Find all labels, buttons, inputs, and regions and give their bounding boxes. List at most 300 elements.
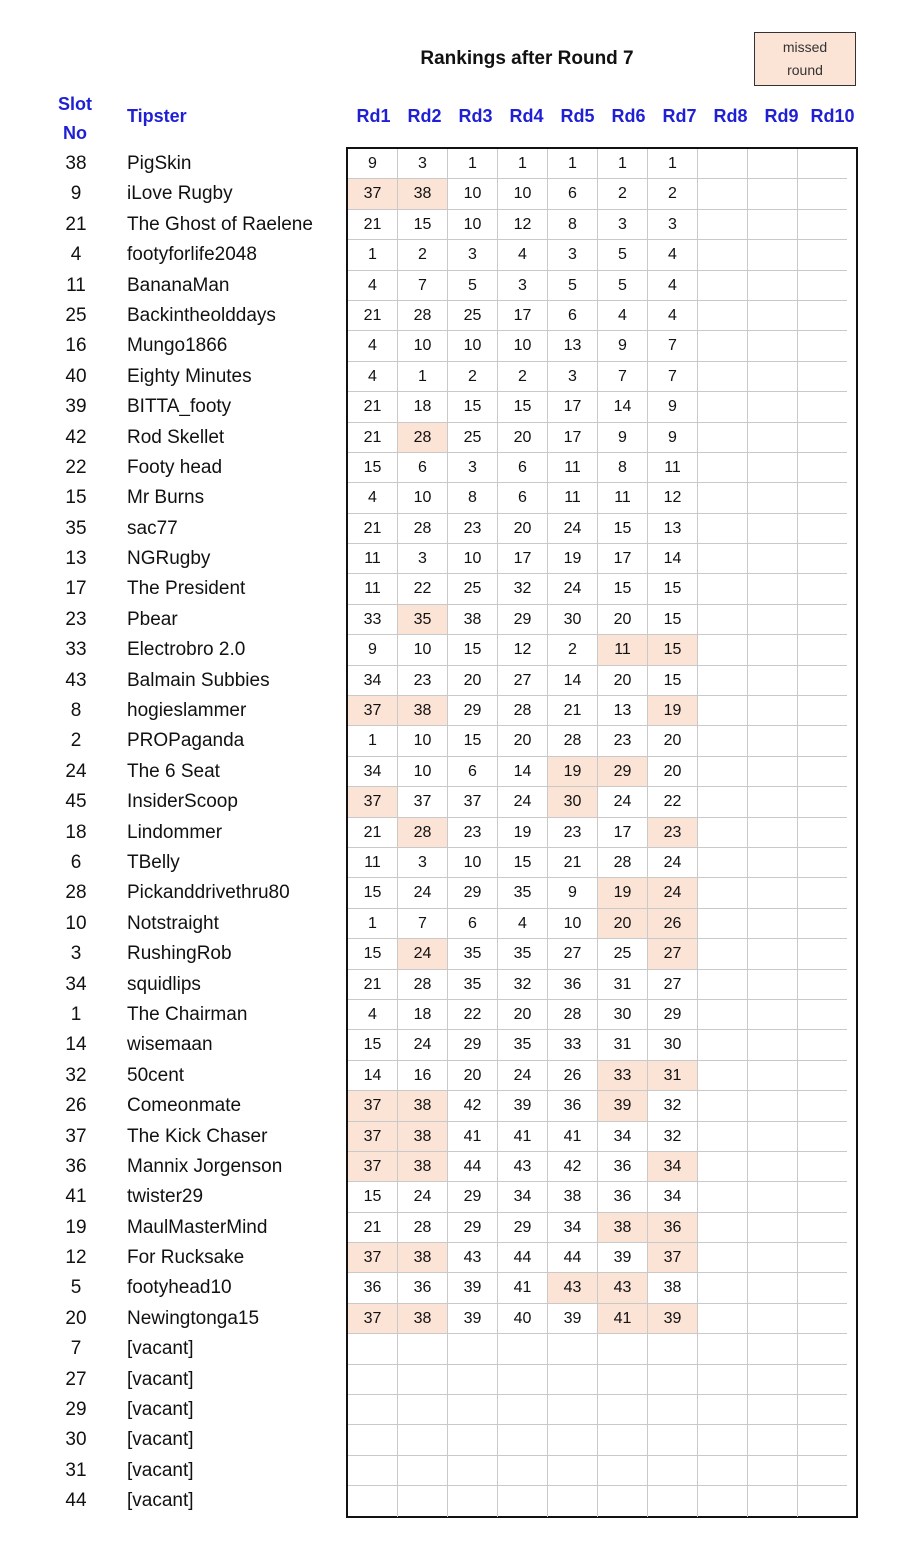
table-row	[0, 331, 899, 361]
rank-cell	[448, 1425, 498, 1455]
slot-number: 5	[70, 1277, 82, 1299]
rank-cell: 4	[348, 362, 398, 392]
rank-cell	[698, 1273, 748, 1303]
rank-cell: 4	[498, 240, 548, 270]
round-header-7: Rd7	[662, 106, 697, 126]
tipster-name: BITTA_footy	[127, 396, 232, 418]
rank-cell	[698, 939, 748, 969]
rank-cell: 8	[548, 210, 598, 240]
rank-cell	[748, 696, 798, 726]
rank-cells	[348, 818, 847, 848]
rank-cell: 27	[648, 939, 698, 969]
rank-cell: 33	[598, 1061, 648, 1091]
rank-cell: 4	[598, 301, 648, 331]
tipster-name: Pickanddrivethru80	[127, 882, 290, 904]
rank-cell: 30	[548, 605, 598, 635]
rank-cell	[748, 1182, 798, 1212]
table-row	[0, 574, 899, 604]
table-row	[0, 301, 899, 331]
rank-cell: 29	[498, 605, 548, 635]
table-row	[0, 635, 899, 665]
rank-cell: 29	[448, 878, 498, 908]
rank-cell: 7	[398, 271, 448, 301]
rank-cell	[598, 1334, 648, 1364]
slot-number: 40	[65, 365, 87, 387]
rank-cell: 39	[598, 1243, 648, 1273]
rank-cell: 36	[548, 1091, 598, 1121]
table-row	[0, 271, 899, 301]
table-row	[0, 179, 899, 209]
rank-cell: 17	[498, 301, 548, 331]
slot-number: 21	[65, 213, 87, 235]
rank-cell: 28	[398, 1213, 448, 1243]
rank-cell: 36	[548, 970, 598, 1000]
rank-cell	[748, 240, 798, 270]
slot-number: 37	[65, 1125, 87, 1147]
rank-cell	[748, 909, 798, 939]
rank-cell	[798, 666, 847, 696]
rank-cells	[348, 210, 847, 240]
rank-cell: 15	[498, 848, 548, 878]
slot-number: 3	[70, 943, 82, 965]
rank-cells	[348, 1122, 847, 1152]
rank-cell: 35	[498, 878, 548, 908]
rank-cell: 14	[498, 757, 548, 787]
rank-cells	[348, 1091, 847, 1121]
rank-cell	[798, 757, 847, 787]
rank-cell	[798, 605, 847, 635]
rank-cell: 5	[548, 271, 598, 301]
rank-cell: 11	[598, 635, 648, 665]
rank-cell	[398, 1395, 448, 1425]
rank-cell: 34	[348, 757, 398, 787]
rank-cell	[798, 1030, 847, 1060]
rank-cell	[798, 179, 847, 209]
rank-cell: 38	[648, 1273, 698, 1303]
rank-cell: 19	[498, 818, 548, 848]
rank-cell	[748, 423, 798, 453]
rank-cell: 2	[498, 362, 548, 392]
rank-cell: 3	[598, 210, 648, 240]
rank-cell: 13	[598, 696, 648, 726]
rank-cell: 24	[648, 848, 698, 878]
round-header-9: Rd9	[764, 106, 799, 126]
rank-cell: 2	[398, 240, 448, 270]
rank-cell: 34	[498, 1182, 548, 1212]
legend-line1: missed	[782, 39, 828, 55]
rank-cell: 24	[398, 939, 448, 969]
rank-cell: 24	[648, 878, 698, 908]
rank-cell	[798, 1061, 847, 1091]
slot-number: 17	[65, 578, 87, 600]
slot-number: 26	[65, 1095, 87, 1117]
rank-cell: 32	[498, 574, 548, 604]
rank-cell: 29	[598, 757, 648, 787]
rank-cell: 5	[598, 240, 648, 270]
rank-cell: 32	[648, 1122, 698, 1152]
rank-cell	[698, 1334, 748, 1364]
rank-cell: 33	[548, 1030, 598, 1060]
rank-cell	[748, 1000, 798, 1030]
table-row	[0, 878, 899, 908]
rank-cell	[548, 1456, 598, 1486]
rank-cell	[748, 514, 798, 544]
rank-cell: 29	[498, 1213, 548, 1243]
rank-cell: 31	[598, 970, 648, 1000]
tipster-name: Mr Burns	[127, 487, 205, 509]
rank-cell	[698, 362, 748, 392]
rank-cell: 10	[398, 757, 448, 787]
rank-cell: 25	[598, 939, 648, 969]
slot-header-line1: Slot	[58, 94, 92, 114]
rank-cell	[748, 1091, 798, 1121]
rank-cell	[698, 392, 748, 422]
rank-cell	[748, 1304, 798, 1334]
rank-cell	[648, 1395, 698, 1425]
rank-cell: 11	[648, 453, 698, 483]
rank-cells	[348, 149, 847, 179]
rank-cell: 28	[598, 848, 648, 878]
rank-cell	[698, 1152, 748, 1182]
round-header-4: Rd4	[509, 106, 544, 126]
rank-cells	[348, 240, 847, 270]
rank-cell: 6	[498, 483, 548, 513]
rank-cell: 22	[648, 787, 698, 817]
tipster-name: Pbear	[127, 608, 178, 630]
rank-cell: 33	[348, 605, 398, 635]
rank-cell	[798, 544, 847, 574]
rank-cell: 14	[348, 1061, 398, 1091]
rank-cell: 21	[348, 301, 398, 331]
table-row	[0, 514, 899, 544]
rank-cell: 21	[348, 392, 398, 422]
rank-cell: 20	[448, 1061, 498, 1091]
rank-cell: 10	[448, 210, 498, 240]
rank-cell: 37	[348, 696, 398, 726]
tipster-name: Lindommer	[127, 821, 223, 843]
rank-cells	[348, 1243, 847, 1273]
rank-cell: 3	[398, 149, 448, 179]
rank-cell: 17	[548, 423, 598, 453]
table-row	[0, 939, 899, 969]
tipster-name: squidlips	[127, 973, 201, 995]
rank-cell: 36	[598, 1152, 648, 1182]
rank-cell: 9	[598, 331, 648, 361]
rank-cell: 4	[648, 301, 698, 331]
rank-cell: 28	[548, 726, 598, 756]
rank-cell: 7	[648, 331, 698, 361]
rank-cells	[348, 1486, 847, 1516]
rank-cell: 37	[348, 1091, 398, 1121]
tipster-name: Eighty Minutes	[127, 365, 252, 387]
rank-cell: 6	[548, 301, 598, 331]
rank-cell	[698, 301, 748, 331]
tipster-name: InsiderScoop	[127, 791, 238, 813]
rank-cell: 13	[548, 331, 598, 361]
tipster-name: wisemaan	[127, 1034, 213, 1056]
tipster-name: [vacant]	[127, 1399, 194, 1421]
rank-cell	[698, 179, 748, 209]
tipster-name: footyhead10	[127, 1277, 232, 1299]
slot-number: 41	[65, 1186, 87, 1208]
table-row	[0, 1425, 899, 1455]
rank-cell: 15	[348, 1030, 398, 1060]
missed-round-legend	[754, 32, 856, 86]
rank-cell: 12	[498, 210, 548, 240]
rank-cell: 37	[348, 787, 398, 817]
rank-cell: 10	[448, 179, 498, 209]
rank-cell: 38	[598, 1213, 648, 1243]
rank-cell: 3	[498, 271, 548, 301]
rank-cell: 28	[398, 818, 448, 848]
rank-cell: 15	[448, 635, 498, 665]
rank-cell	[598, 1456, 648, 1486]
rank-cell	[698, 787, 748, 817]
rank-cell: 15	[348, 1182, 398, 1212]
rank-cells	[348, 666, 847, 696]
rank-cell	[648, 1456, 698, 1486]
rank-cell: 3	[648, 210, 698, 240]
rank-cell: 19	[648, 696, 698, 726]
rank-cell	[748, 331, 798, 361]
slot-number: 20	[65, 1307, 87, 1329]
rank-cell	[798, 149, 847, 179]
rank-cell: 39	[498, 1091, 548, 1121]
rank-cells	[348, 1000, 847, 1030]
slot-number: 45	[65, 791, 87, 813]
rank-cell	[498, 1365, 548, 1395]
rank-cell	[498, 1395, 548, 1425]
rank-cell: 25	[448, 423, 498, 453]
rank-cell: 10	[398, 726, 448, 756]
rank-cell	[748, 605, 798, 635]
rank-cell: 24	[548, 574, 598, 604]
rank-cell: 19	[548, 757, 598, 787]
rank-cell: 43	[548, 1273, 598, 1303]
rank-cell	[698, 1243, 748, 1273]
rank-cell: 44	[448, 1152, 498, 1182]
rank-cell: 7	[648, 362, 698, 392]
rank-cell	[748, 666, 798, 696]
rank-cell	[748, 757, 798, 787]
rank-cell	[798, 1425, 847, 1455]
rank-cell: 40	[498, 1304, 548, 1334]
rank-cell: 15	[648, 666, 698, 696]
rank-cell: 20	[598, 909, 648, 939]
slot-number: 22	[65, 456, 87, 478]
rank-cell	[798, 726, 847, 756]
rank-cell	[698, 605, 748, 635]
rank-cells	[348, 179, 847, 209]
tipster-name: NGRugby	[127, 548, 211, 570]
rank-cell: 35	[498, 1030, 548, 1060]
rank-cell	[698, 240, 748, 270]
slot-number: 33	[65, 639, 87, 661]
tipster-name: [vacant]	[127, 1459, 194, 1481]
rank-cell: 21	[348, 1213, 398, 1243]
rank-cell	[798, 1273, 847, 1303]
rank-cells	[348, 271, 847, 301]
slot-number: 7	[70, 1338, 82, 1360]
rank-cell: 11	[598, 483, 648, 513]
rank-cell	[748, 1273, 798, 1303]
slot-number: 16	[65, 335, 87, 357]
rank-cell	[398, 1365, 448, 1395]
rank-cell: 20	[498, 423, 548, 453]
rank-cells	[348, 453, 847, 483]
rank-cell	[698, 1000, 748, 1030]
rank-cell: 1	[648, 149, 698, 179]
tipster-name: Footy head	[127, 456, 223, 478]
rank-cell: 1	[498, 149, 548, 179]
slot-number: 24	[65, 760, 87, 782]
slot-number: 30	[65, 1429, 87, 1451]
rank-cell: 20	[598, 605, 648, 635]
rank-cell	[798, 240, 847, 270]
rank-cell	[798, 1486, 847, 1516]
rank-cell	[698, 1456, 748, 1486]
rank-cell	[798, 787, 847, 817]
round-header-8: Rd8	[713, 106, 748, 126]
tipster-name: Backintheolddays	[127, 304, 276, 326]
tipster-name: Notstraight	[127, 912, 219, 934]
rank-cell: 3	[548, 240, 598, 270]
rank-cells	[348, 878, 847, 908]
rank-cell: 30	[548, 787, 598, 817]
tipster-name: Electrobro 2.0	[127, 639, 246, 661]
rank-cell: 37	[348, 1304, 398, 1334]
rank-cell	[798, 1304, 847, 1334]
rank-cell: 38	[398, 1304, 448, 1334]
rank-cell	[698, 726, 748, 756]
slot-number: 34	[65, 973, 87, 995]
tipster-name: sac77	[127, 517, 178, 539]
slot-number: 23	[65, 608, 87, 630]
slot-number: 4	[70, 244, 82, 266]
tipster-name: RushingRob	[127, 943, 232, 965]
table-row	[0, 1395, 899, 1425]
tipster-name: Newingtonga15	[127, 1307, 260, 1329]
rank-cell: 12	[498, 635, 548, 665]
slot-number: 28	[65, 882, 87, 904]
rank-cells	[348, 1182, 847, 1212]
rank-cell	[798, 392, 847, 422]
rank-cell	[498, 1456, 548, 1486]
rank-cell	[798, 271, 847, 301]
rank-cell	[698, 696, 748, 726]
round-headers	[348, 106, 858, 127]
rank-cell: 21	[348, 210, 398, 240]
tipster-name: [vacant]	[127, 1368, 194, 1390]
rank-cell: 28	[398, 514, 448, 544]
tipster-name: 50cent	[127, 1064, 185, 1086]
rank-cell	[798, 1213, 847, 1243]
rank-cell: 18	[398, 1000, 448, 1030]
rank-cell: 4	[498, 909, 548, 939]
rank-cells	[348, 483, 847, 513]
table-row	[0, 726, 899, 756]
table-row	[0, 423, 899, 453]
table-row	[0, 544, 899, 574]
rank-cell	[798, 301, 847, 331]
slot-number: 10	[65, 912, 87, 934]
tipster-name: The President	[127, 578, 246, 600]
tipster-name: MaulMasterMind	[127, 1216, 268, 1238]
rank-cell: 10	[448, 331, 498, 361]
rank-cells	[348, 605, 847, 635]
tipster-name: The Ghost of Raelene	[127, 213, 313, 235]
rank-cell	[748, 1425, 798, 1455]
rank-cell	[798, 970, 847, 1000]
rank-cell	[798, 453, 847, 483]
rank-cell: 24	[398, 1182, 448, 1212]
rank-cell: 14	[648, 544, 698, 574]
rank-cell	[698, 1304, 748, 1334]
rank-cell	[398, 1456, 448, 1486]
rank-cell	[748, 1030, 798, 1060]
table-row	[0, 696, 899, 726]
legend-line2: round	[787, 62, 823, 78]
rank-cell	[698, 210, 748, 240]
rank-cells	[348, 1030, 847, 1060]
rank-cell	[348, 1334, 398, 1364]
rank-cell: 10	[548, 909, 598, 939]
rank-cell	[798, 1152, 847, 1182]
rank-cell	[748, 392, 798, 422]
rank-cell: 6	[398, 453, 448, 483]
rank-cell: 21	[548, 696, 598, 726]
rank-cell	[748, 1395, 798, 1425]
rank-cell: 39	[598, 1091, 648, 1121]
rank-cell	[448, 1395, 498, 1425]
rank-cell	[648, 1486, 698, 1516]
slot-number: 14	[65, 1034, 87, 1056]
rank-cell	[748, 301, 798, 331]
rank-cell	[698, 878, 748, 908]
round-header-1: Rd1	[356, 106, 391, 126]
slot-number: 31	[65, 1459, 87, 1481]
tipster-name: For Rucksake	[127, 1247, 245, 1269]
rank-cells	[348, 1334, 847, 1364]
rank-cell: 1	[348, 909, 398, 939]
rank-cell: 41	[598, 1304, 648, 1334]
rank-cell	[798, 331, 847, 361]
tipster-name: [vacant]	[127, 1338, 194, 1360]
round-header-10: Rd10	[810, 106, 855, 126]
rank-cells	[348, 635, 847, 665]
rank-cell	[498, 1486, 548, 1516]
rank-cell	[648, 1334, 698, 1364]
rank-cell: 9	[648, 392, 698, 422]
round-header-3: Rd3	[458, 106, 493, 126]
rank-cell	[398, 1334, 448, 1364]
rank-cell	[798, 818, 847, 848]
tipster-name: The Chairman	[127, 1003, 248, 1025]
rank-cells	[348, 392, 847, 422]
table-row	[0, 1486, 899, 1516]
rank-cell: 3	[398, 544, 448, 574]
rank-cell: 6	[448, 909, 498, 939]
rank-cells	[348, 544, 847, 574]
slot-number: 29	[65, 1399, 87, 1421]
table-row	[0, 1122, 899, 1152]
rank-cells	[348, 757, 847, 787]
rank-cell	[748, 635, 798, 665]
rank-cell: 35	[398, 605, 448, 635]
slot-number: 25	[65, 304, 87, 326]
rank-cells	[348, 423, 847, 453]
rank-cells	[348, 574, 847, 604]
